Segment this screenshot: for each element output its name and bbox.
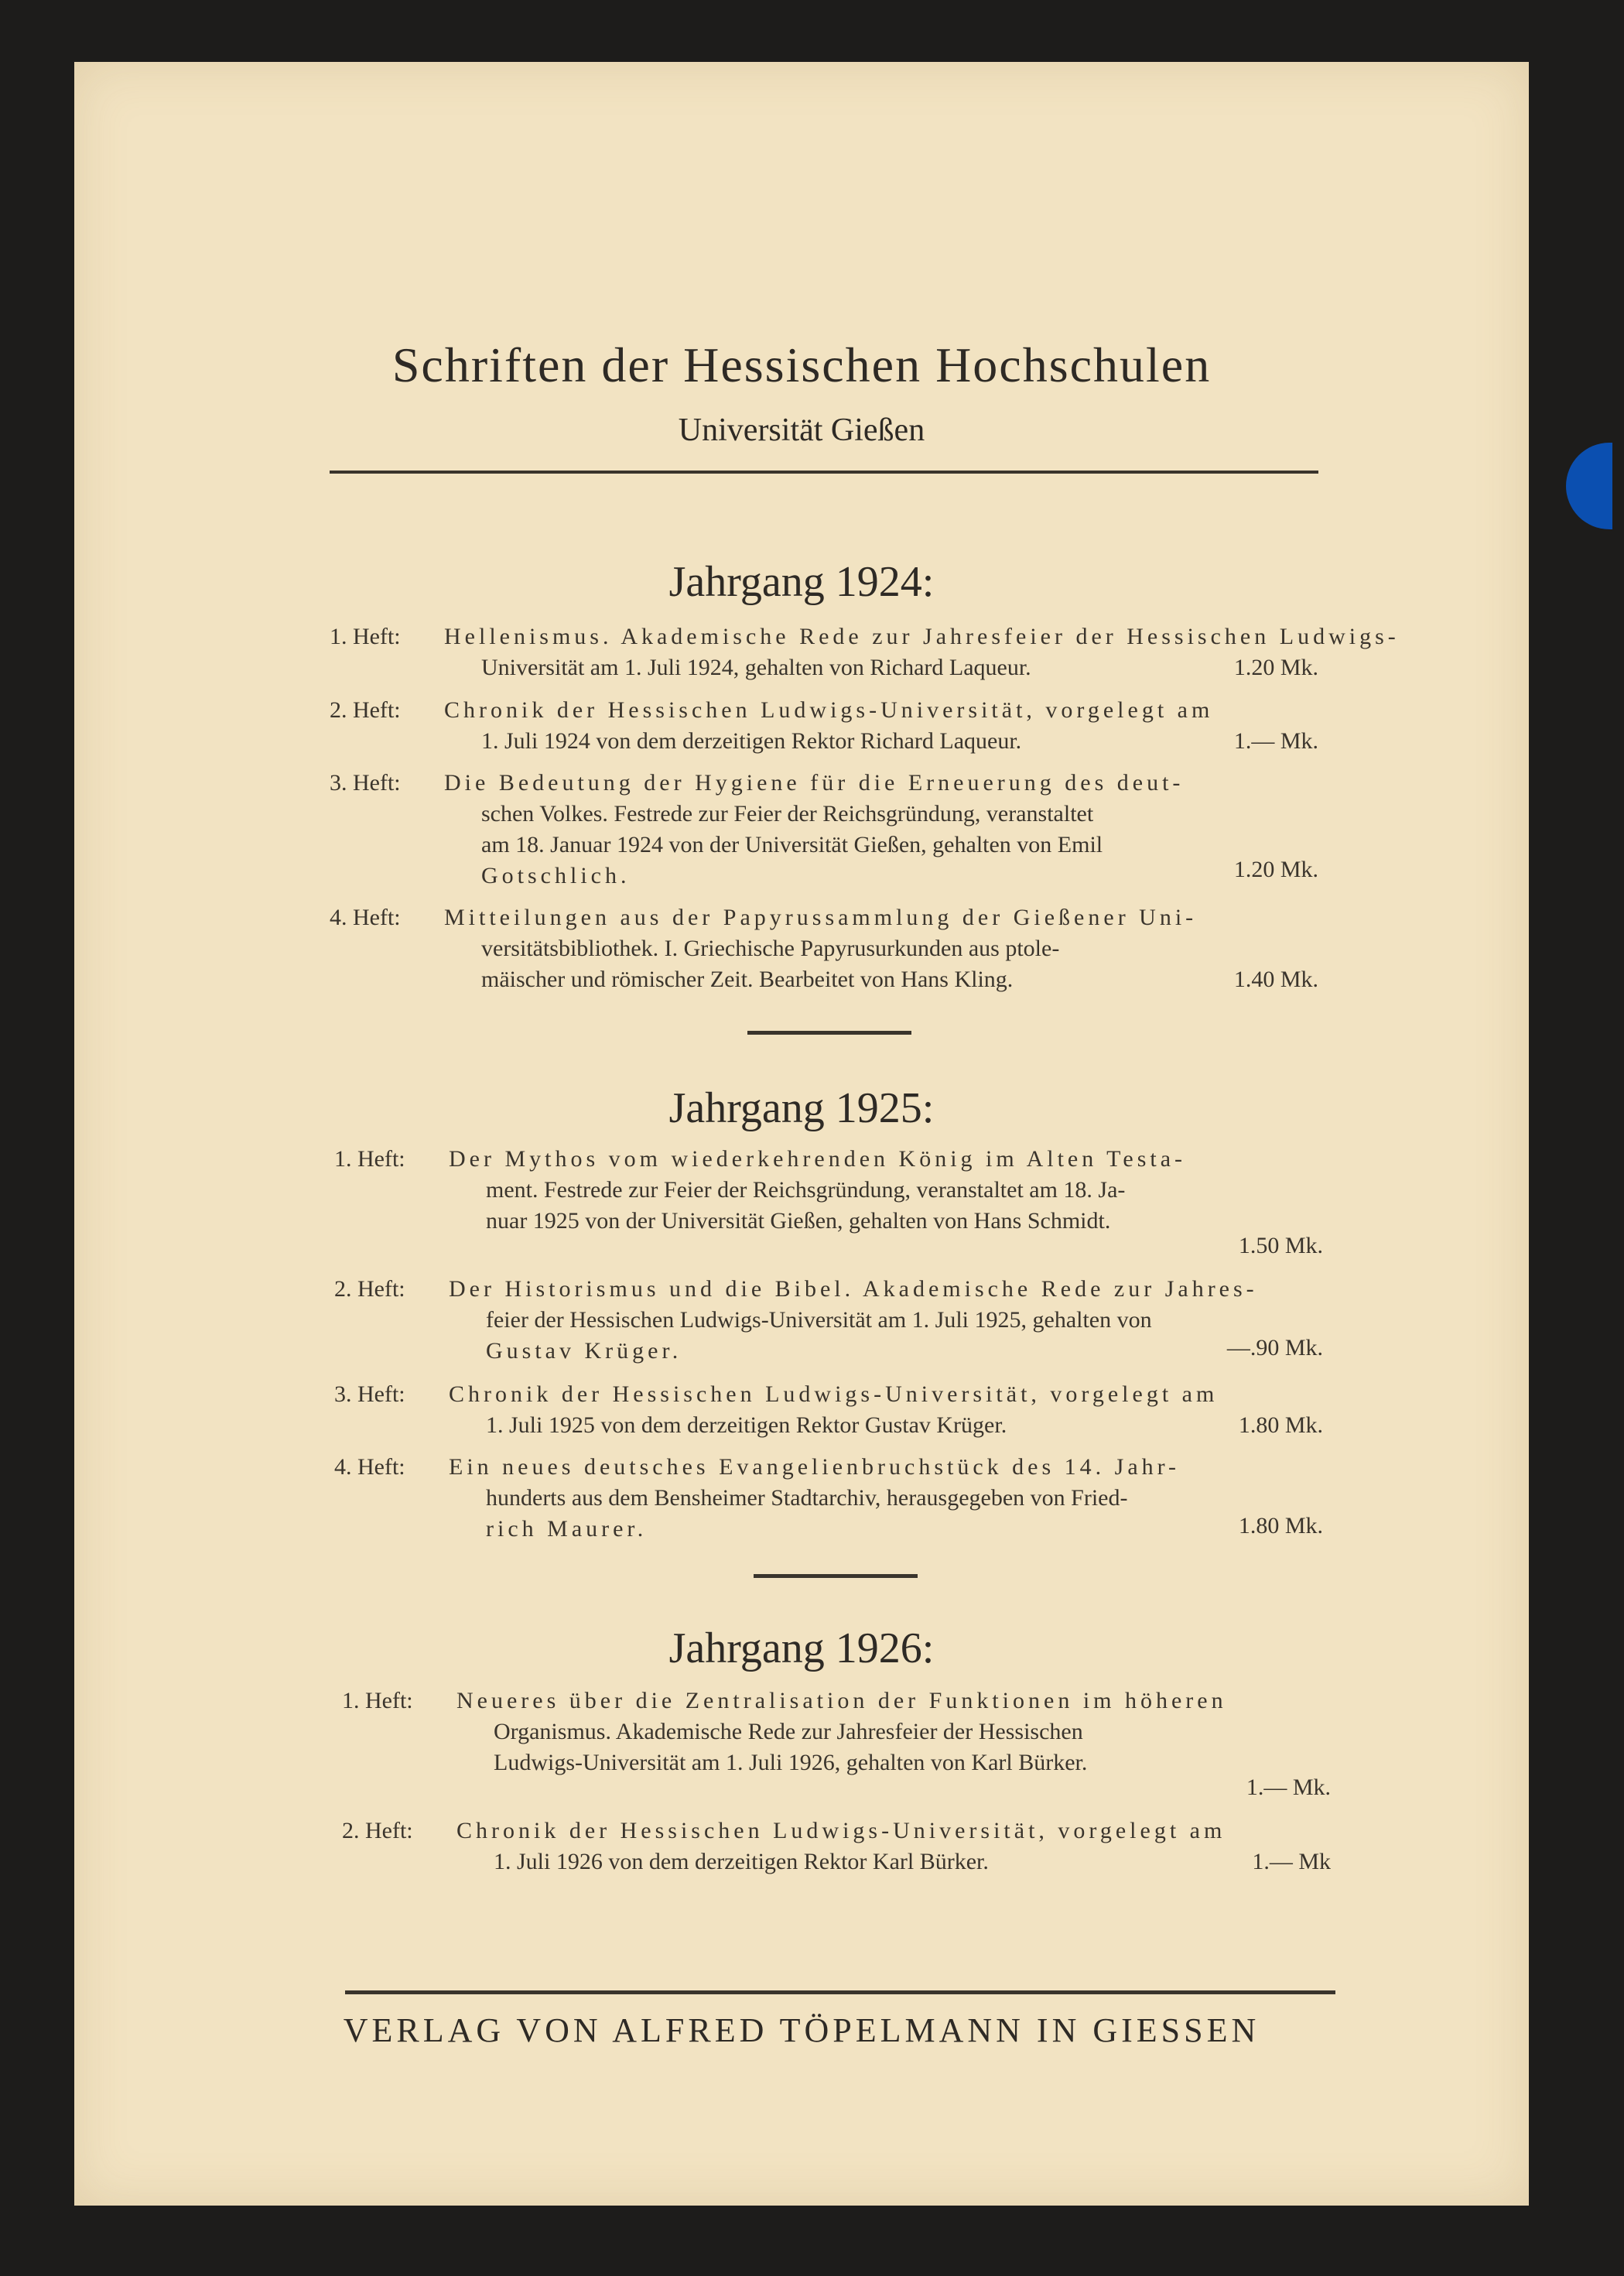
entry-line: 1. Juli 1924 von dem derzeitigen Rektor Richard Laqueur. [481, 728, 1022, 754]
entry-line: Chronik der Hessischen Ludwigs-Universität, vorgelegt am [449, 1381, 1219, 1407]
entry-line: Universität am 1. Juli 1924, gehalten von Richard Laqueur. [481, 655, 1031, 680]
entry-number: 4. Heft: [330, 905, 401, 930]
series-title: Schriften der Hessischen Hochschulen [391, 337, 1212, 392]
entry-line: Chronik der Hessischen Ludwigs-Universität, vorgelegt am [456, 1818, 1226, 1843]
entry-price: 1.40 Mk. [1233, 967, 1318, 992]
entry-price: 1.— Mk. [1246, 1775, 1331, 1800]
year-heading-1925: Jahrgang 1925: [668, 1084, 935, 1132]
entry-number: 1. Heft: [334, 1146, 405, 1172]
entry-line: Mitteilungen aus der Papyrussammlung der Gießener Uni- [444, 905, 1198, 930]
entry-line: rich Maurer. [486, 1516, 648, 1542]
header-rule [330, 471, 1318, 474]
entry-number: 3. Heft: [330, 770, 401, 796]
entry-price: 1.— Mk. [1233, 728, 1318, 754]
document-page [74, 62, 1529, 2206]
year-heading-1924: Jahrgang 1924: [668, 558, 935, 606]
entry-line: mäischer und römischer Zeit. Bearbeitet von Hans Kling. [481, 967, 1014, 992]
entry-price: 1.80 Mk. [1238, 1412, 1323, 1438]
entry-line: Gotschlich. [481, 863, 631, 888]
footer-rule [345, 1990, 1335, 1994]
entry-line: feier der Hessischen Ludwigs-Universität am 1. Juli 1925, gehalten von [486, 1307, 1152, 1333]
university-subtitle: Universität Gießen [678, 412, 925, 448]
entry-number: 2. Heft: [334, 1276, 405, 1302]
publisher-imprint: VERLAG VON ALFRED TÖPELMANN IN GIESSEN [343, 2011, 1260, 2049]
section-divider [747, 1031, 911, 1035]
entry-price: —.90 Mk. [1226, 1335, 1323, 1360]
entry-line: Die Bedeutung der Hygiene für die Erneuerung des deut- [444, 770, 1185, 796]
entry-number: 2. Heft: [342, 1818, 413, 1843]
section-divider [754, 1574, 918, 1578]
entry-line: am 18. Januar 1924 von der Universität Gießen, gehalten von Emil [481, 832, 1103, 857]
entry-line: versitätsbibliothek. I. Griechische Papyrusurkunden aus ptole- [481, 936, 1060, 961]
entry-line: Ein neues deutsches Evangelienbruchstück des 14. Jahr- [449, 1454, 1181, 1480]
entry-line: Chronik der Hessischen Ludwigs-Universität, vorgelegt am [444, 697, 1214, 723]
entry-line: 1. Juli 1926 von dem derzeitigen Rektor Karl Bürker. [494, 1849, 989, 1874]
entry-line: hunderts aus dem Bensheimer Stadtarchiv, herausgegeben von Fried- [486, 1485, 1128, 1511]
entry-number: 4. Heft: [334, 1454, 405, 1480]
entry-line: Ludwigs-Universität am 1. Juli 1926, gehalten von Karl Bürker. [494, 1750, 1088, 1775]
entry-number: 1. Heft: [342, 1688, 413, 1713]
entry-number: 2. Heft: [330, 697, 401, 723]
entry-line: Der Historismus und die Bibel. Akademische Rede zur Jahres- [449, 1276, 1258, 1302]
entry-line: Organismus. Akademische Rede zur Jahresfeier der Hessischen [494, 1719, 1083, 1744]
entry-line: Neueres über die Zentralisation der Funktionen im höheren [456, 1688, 1227, 1713]
entry-price: 1.50 Mk. [1238, 1233, 1323, 1258]
entry-line: nuar 1925 von der Universität Gießen, gehalten von Hans Schmidt. [486, 1208, 1111, 1234]
entry-line: ment. Festrede zur Feier der Reichsgründung, veranstaltet am 18. Ja- [486, 1177, 1126, 1203]
entry-price: 1.20 Mk. [1233, 655, 1318, 680]
entry-line: 1. Juli 1925 von dem derzeitigen Rektor Gustav Krüger. [486, 1412, 1007, 1438]
entry-price: 1.20 Mk. [1233, 857, 1318, 882]
entry-number: 1. Heft: [330, 624, 401, 649]
entry-line: Hellenismus. Akademische Rede zur Jahresfeier der Hessischen Ludwigs- [444, 624, 1400, 649]
entry-price: 1.80 Mk. [1238, 1513, 1323, 1538]
blue-index-tab [1566, 443, 1612, 529]
entry-number: 3. Heft: [334, 1381, 405, 1407]
entry-line: Gustav Krüger. [486, 1338, 682, 1364]
entry-price: 1.— Mk [1252, 1849, 1331, 1874]
entry-line: schen Volkes. Festrede zur Feier der Reichsgründung, veranstaltet [481, 801, 1094, 827]
year-heading-1926: Jahrgang 1926: [668, 1624, 935, 1672]
entry-line: Der Mythos vom wiederkehrenden König im Alten Testa- [449, 1146, 1187, 1172]
